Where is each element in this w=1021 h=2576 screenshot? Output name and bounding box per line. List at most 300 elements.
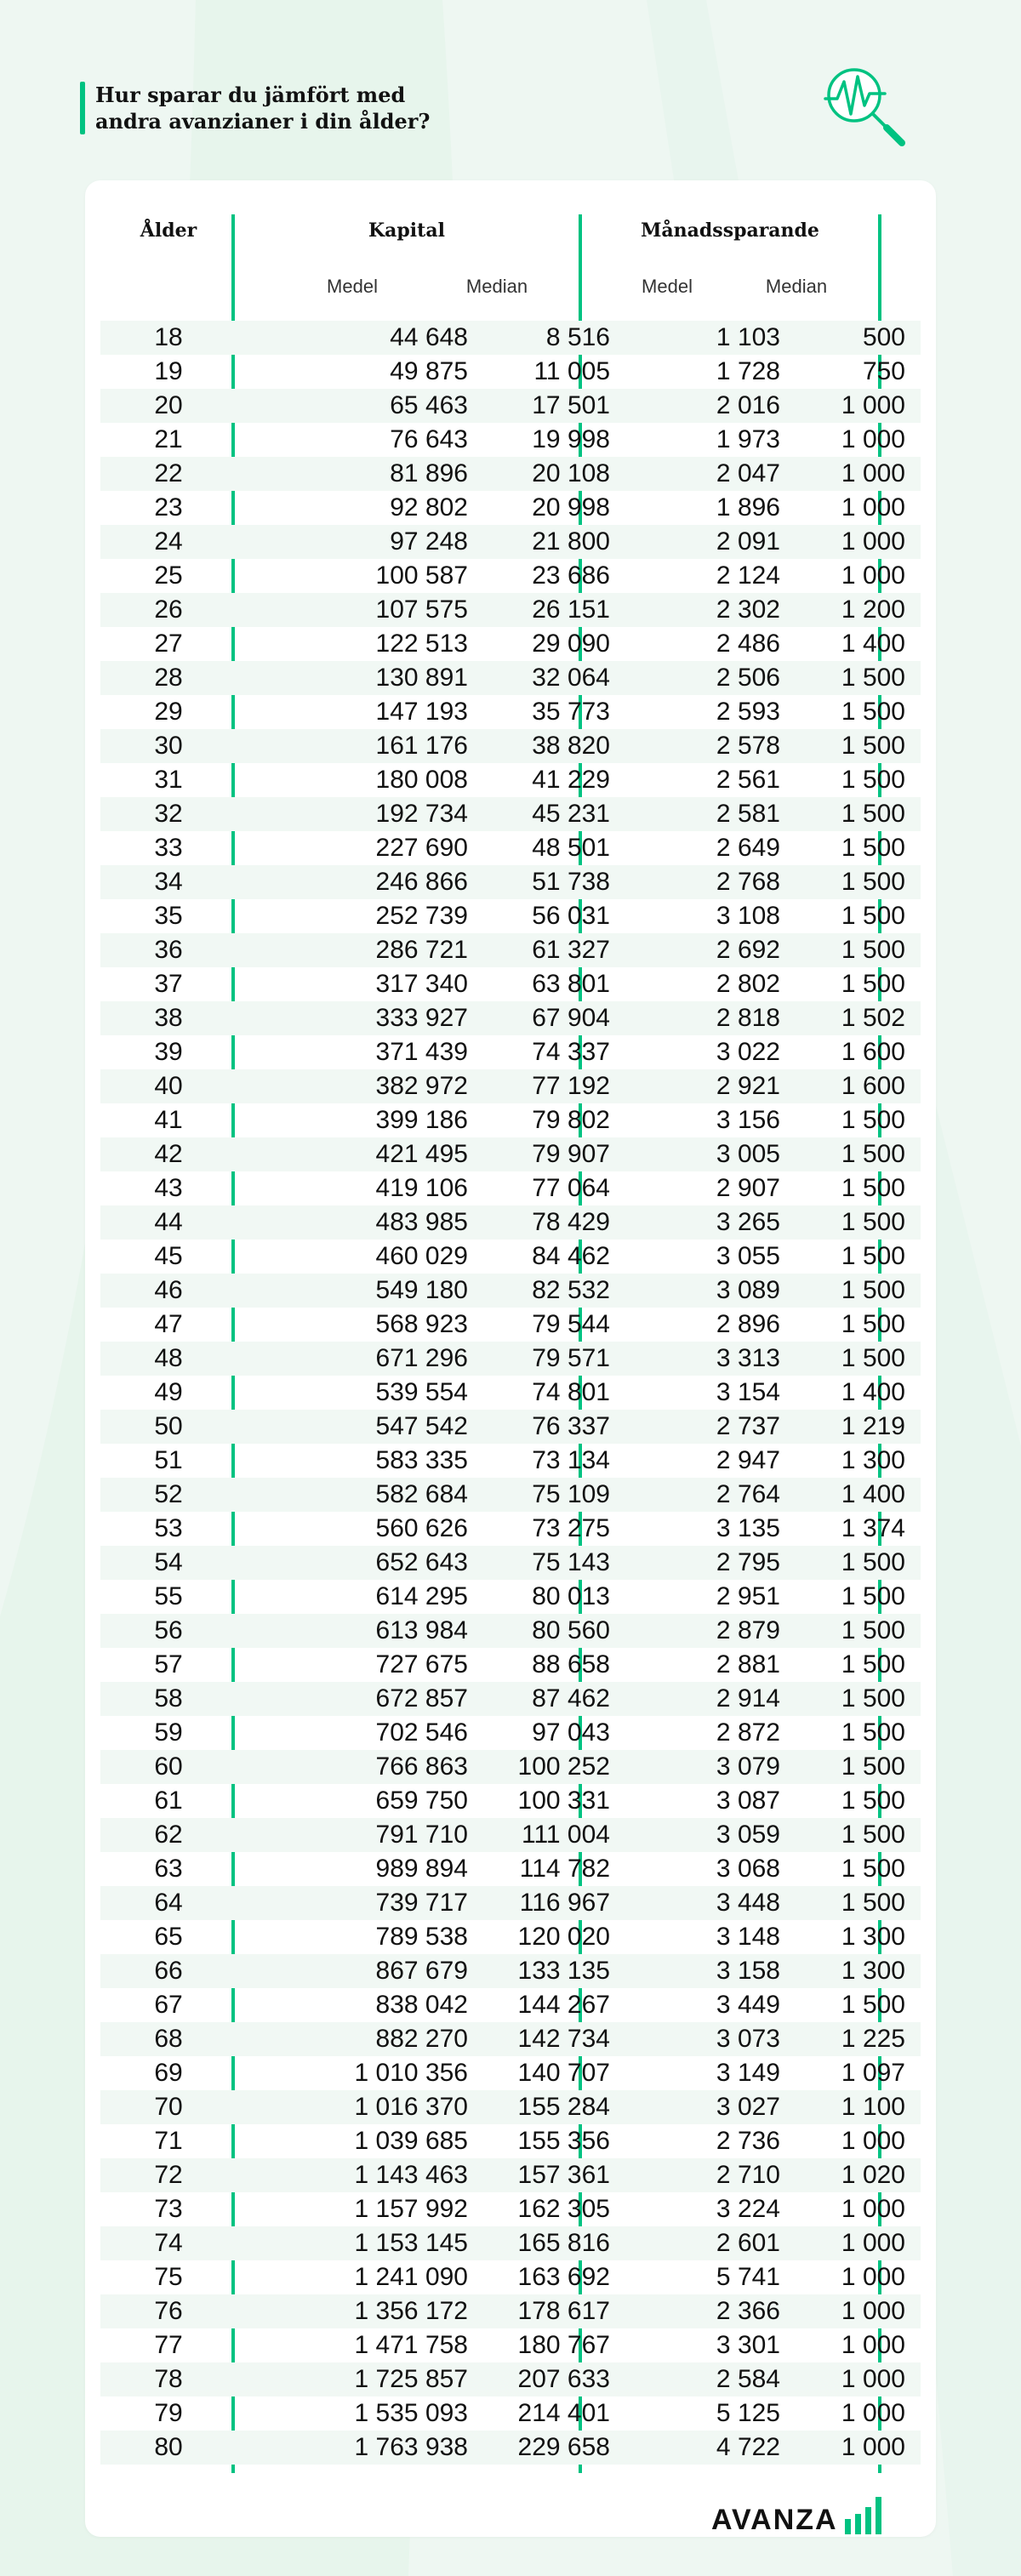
kapital-medel-cell: 333 927 xyxy=(375,1004,468,1032)
kapital-medel-cell: 766 863 xyxy=(375,1752,468,1781)
manad-medel-cell: 2 818 xyxy=(716,1004,780,1032)
manad-medel-cell: 2 802 xyxy=(716,970,780,998)
table-row xyxy=(100,1478,921,1512)
table-row xyxy=(100,899,921,933)
manad-median-cell: 1 500 xyxy=(841,1208,905,1236)
manad-median-cell: 1 500 xyxy=(841,834,905,862)
kapital-median-cell: 157 361 xyxy=(517,2161,610,2189)
kapital-median-cell: 79 802 xyxy=(532,1106,610,1134)
kapital-median-cell: 162 305 xyxy=(517,2195,610,2223)
manad-median-cell: 1 374 xyxy=(841,1514,905,1542)
manad-medel-cell: 2 921 xyxy=(716,1072,780,1100)
table-row xyxy=(100,1512,921,1546)
kapital-median-cell: 51 738 xyxy=(532,868,610,896)
data-rows xyxy=(100,321,921,2465)
age-cell: 29 xyxy=(154,698,183,726)
manad-medel-cell: 3 059 xyxy=(716,1821,780,1849)
manad-medel-cell: 3 313 xyxy=(716,1344,780,1372)
table-row xyxy=(100,1342,921,1376)
table-row xyxy=(100,389,921,423)
kapital-medel-cell: 76 643 xyxy=(390,425,468,453)
manad-medel-cell: 2 881 xyxy=(716,1650,780,1678)
manad-medel-cell: 2 768 xyxy=(716,868,780,896)
kapital-median-cell: 79 571 xyxy=(532,1344,610,1372)
title-line-2: andra avanzianer i din ålder? xyxy=(95,109,431,134)
kapital-median-cell: 61 327 xyxy=(532,936,610,964)
manad-medel-cell: 2 581 xyxy=(716,800,780,828)
manad-medel-cell: 3 079 xyxy=(716,1752,780,1781)
kapital-median-cell: 75 143 xyxy=(532,1548,610,1576)
manad-medel-cell: 2 016 xyxy=(716,391,780,419)
page-header xyxy=(82,82,538,134)
manad-medel-cell: 2 947 xyxy=(716,1446,780,1474)
kapital-median-cell: 155 356 xyxy=(517,2127,610,2155)
kapital-median-cell: 48 501 xyxy=(532,834,610,862)
manad-median-cell: 1 500 xyxy=(841,1787,905,1815)
manad-median-cell: 1 500 xyxy=(841,936,905,964)
kapital-median-cell: 77 192 xyxy=(532,1072,610,1100)
manad-medel-cell: 3 224 xyxy=(716,2195,780,2223)
age-cell: 64 xyxy=(154,1889,183,1917)
kapital-median-cell: 45 231 xyxy=(532,800,610,828)
manad-median-cell: 1 500 xyxy=(841,732,905,760)
header-manadssparande: Månadssparande xyxy=(641,219,819,242)
table-row xyxy=(100,1444,921,1478)
age-cell: 57 xyxy=(154,1650,183,1678)
manad-medel-cell: 3 005 xyxy=(716,1140,780,1168)
manad-medel-cell: 2 649 xyxy=(716,834,780,862)
kapital-median-cell: 140 707 xyxy=(517,2059,610,2087)
table-row xyxy=(100,1988,921,2022)
savings-table-card xyxy=(85,180,936,2537)
manad-median-cell: 1 000 xyxy=(841,425,905,453)
header-kapital-median: Median xyxy=(465,276,528,297)
table-row xyxy=(100,491,921,525)
kapital-medel-cell: 672 857 xyxy=(375,1684,468,1713)
manad-median-cell: 1 500 xyxy=(841,1174,905,1202)
kapital-median-cell: 79 907 xyxy=(532,1140,610,1168)
kapital-median-cell: 88 658 xyxy=(532,1650,610,1678)
chart-magnifier-icon xyxy=(808,51,927,170)
kapital-median-cell: 84 462 xyxy=(532,1242,610,1270)
manad-medel-cell: 3 089 xyxy=(716,1276,780,1304)
kapital-medel-cell: 1 725 857 xyxy=(354,2365,468,2393)
kapital-medel-cell: 317 340 xyxy=(375,970,468,998)
manad-median-cell: 1 502 xyxy=(841,1004,905,1032)
manad-medel-cell: 2 896 xyxy=(716,1310,780,1338)
kapital-median-cell: 178 617 xyxy=(517,2297,610,2325)
table-row xyxy=(100,2226,921,2260)
kapital-median-cell: 63 801 xyxy=(532,970,610,998)
manad-medel-cell: 2 601 xyxy=(716,2229,780,2257)
manad-median-cell: 1 400 xyxy=(841,1378,905,1406)
manad-median-cell: 1 500 xyxy=(841,1140,905,1168)
table-row xyxy=(100,2260,921,2294)
kapital-medel-cell: 227 690 xyxy=(375,834,468,862)
kapital-median-cell: 100 331 xyxy=(517,1787,610,1815)
manad-medel-cell: 2 506 xyxy=(716,664,780,692)
age-cell: 19 xyxy=(154,357,183,385)
manad-median-cell: 1 500 xyxy=(841,1310,905,1338)
kapital-median-cell: 87 462 xyxy=(532,1684,610,1713)
kapital-median-cell: 142 734 xyxy=(517,2025,610,2053)
age-cell: 58 xyxy=(154,1684,183,1713)
manad-median-cell: 1 000 xyxy=(841,2399,905,2427)
kapital-medel-cell: 65 463 xyxy=(390,391,468,419)
manad-median-cell: 1 500 xyxy=(841,970,905,998)
age-cell: 73 xyxy=(154,2195,183,2223)
kapital-medel-cell: 107 575 xyxy=(375,596,468,624)
kapital-medel-cell: 659 750 xyxy=(375,1787,468,1815)
table-row xyxy=(100,1171,921,1205)
kapital-medel-cell: 867 679 xyxy=(375,1957,468,1985)
kapital-median-cell: 19 998 xyxy=(532,425,610,453)
manad-medel-cell: 2 486 xyxy=(716,630,780,658)
manad-medel-cell: 2 593 xyxy=(716,698,780,726)
kapital-median-cell: 20 108 xyxy=(532,459,610,487)
age-cell: 26 xyxy=(154,596,183,624)
age-cell: 54 xyxy=(154,1548,183,1576)
age-cell: 60 xyxy=(154,1752,183,1781)
table-row xyxy=(100,1546,921,1580)
manad-median-cell: 1 000 xyxy=(841,2229,905,2257)
kapital-median-cell: 77 064 xyxy=(532,1174,610,1202)
table-row xyxy=(100,1580,921,1614)
kapital-median-cell: 114 782 xyxy=(519,1855,610,1883)
kapital-medel-cell: 989 894 xyxy=(375,1855,468,1883)
kapital-medel-cell: 371 439 xyxy=(375,1038,468,1066)
manad-medel-cell: 3 055 xyxy=(716,1242,780,1270)
kapital-medel-cell: 539 554 xyxy=(375,1378,468,1406)
kapital-medel-cell: 421 495 xyxy=(375,1140,468,1168)
manad-median-cell: 1 100 xyxy=(841,2093,905,2121)
kapital-median-cell: 120 020 xyxy=(517,1923,610,1951)
manad-medel-cell: 3 135 xyxy=(716,1514,780,1542)
kapital-median-cell: 155 284 xyxy=(517,2093,610,2121)
manad-median-cell: 1 500 xyxy=(841,1106,905,1134)
age-cell: 55 xyxy=(154,1582,183,1610)
table-row xyxy=(100,865,921,899)
age-cell: 76 xyxy=(154,2297,183,2325)
manad-median-cell: 1 500 xyxy=(841,1242,905,1270)
age-cell: 80 xyxy=(154,2433,183,2461)
manad-medel-cell: 3 149 xyxy=(716,2059,780,2087)
manad-median-cell: 1 097 xyxy=(841,2059,905,2087)
title-accent-bar xyxy=(80,82,85,134)
kapital-median-cell: 76 337 xyxy=(532,1412,610,1440)
manad-medel-cell: 2 124 xyxy=(716,561,780,590)
table-row xyxy=(100,1103,921,1137)
manad-median-cell: 1 500 xyxy=(841,664,905,692)
age-cell: 48 xyxy=(154,1344,183,1372)
table-row xyxy=(100,1069,921,1103)
age-cell: 67 xyxy=(154,1991,183,2019)
age-cell: 37 xyxy=(154,970,183,998)
age-cell: 69 xyxy=(154,2059,183,2087)
manad-median-cell: 1 020 xyxy=(841,2161,905,2189)
manad-median-cell: 1 500 xyxy=(841,868,905,896)
table-row xyxy=(100,2158,921,2192)
table-row xyxy=(100,933,921,967)
kapital-median-cell: 229 658 xyxy=(517,2433,610,2461)
age-cell: 77 xyxy=(154,2331,183,2359)
table-row xyxy=(100,457,921,491)
kapital-medel-cell: 791 710 xyxy=(375,1821,468,1849)
kapital-median-cell: 100 252 xyxy=(517,1752,610,1781)
kapital-medel-cell: 92 802 xyxy=(390,493,468,521)
manad-median-cell: 1 300 xyxy=(841,1957,905,1985)
kapital-medel-cell: 161 176 xyxy=(375,732,468,760)
table-row xyxy=(100,2192,921,2226)
manad-medel-cell: 2 737 xyxy=(716,1412,780,1440)
manad-medel-cell: 1 728 xyxy=(716,357,780,385)
kapital-medel-cell: 192 734 xyxy=(375,800,468,828)
table-row xyxy=(100,1954,921,1988)
kapital-medel-cell: 547 542 xyxy=(375,1412,468,1440)
age-cell: 63 xyxy=(154,1855,183,1883)
table-row xyxy=(100,321,921,355)
kapital-medel-cell: 252 739 xyxy=(375,902,468,930)
header-kapital-medel: Medel xyxy=(327,276,378,297)
kapital-medel-cell: 1 039 685 xyxy=(354,2127,468,2155)
title-line-1: Hur sparar du jämfört med xyxy=(95,83,406,107)
age-cell: 22 xyxy=(154,459,183,487)
manad-medel-cell: 3 027 xyxy=(716,2093,780,2121)
age-cell: 56 xyxy=(154,1616,183,1644)
manad-medel-cell: 2 951 xyxy=(716,1582,780,1610)
kapital-median-cell: 78 429 xyxy=(532,1208,610,1236)
kapital-medel-cell: 789 538 xyxy=(375,1923,468,1951)
age-cell: 65 xyxy=(154,1923,183,1951)
avanza-logo xyxy=(711,2497,887,2534)
age-cell: 23 xyxy=(154,493,183,521)
kapital-medel-cell: 147 193 xyxy=(375,698,468,726)
manad-medel-cell: 2 692 xyxy=(716,936,780,964)
manad-median-cell: 1 400 xyxy=(841,1480,905,1508)
manad-medel-cell: 2 879 xyxy=(716,1616,780,1644)
age-cell: 49 xyxy=(154,1378,183,1406)
kapital-median-cell: 38 820 xyxy=(532,732,610,760)
table-row xyxy=(100,2294,921,2328)
table-row xyxy=(100,2396,921,2431)
table-row xyxy=(100,2362,921,2396)
kapital-median-cell: 75 109 xyxy=(532,1480,610,1508)
manad-median-cell: 500 xyxy=(862,323,905,351)
kapital-median-cell: 133 135 xyxy=(517,1957,610,1985)
kapital-median-cell: 165 816 xyxy=(517,2229,610,2257)
manad-median-cell: 1 400 xyxy=(841,630,905,658)
manad-medel-cell: 2 561 xyxy=(716,766,780,794)
kapital-median-cell: 11 005 xyxy=(533,357,610,385)
table-row xyxy=(100,1818,921,1852)
manad-median-cell: 1 500 xyxy=(841,1718,905,1747)
age-cell: 38 xyxy=(154,1004,183,1032)
manad-medel-cell: 1 973 xyxy=(716,425,780,453)
age-cell: 78 xyxy=(154,2365,183,2393)
table-row xyxy=(100,661,921,695)
kapital-median-cell: 80 013 xyxy=(532,1582,610,1610)
manad-median-cell: 1 000 xyxy=(841,2195,905,2223)
kapital-median-cell: 73 275 xyxy=(532,1514,610,1542)
table-row xyxy=(100,1137,921,1171)
kapital-median-cell: 80 560 xyxy=(532,1616,610,1644)
kapital-medel-cell: 702 546 xyxy=(375,1718,468,1747)
manad-median-cell: 1 000 xyxy=(841,2263,905,2291)
age-cell: 42 xyxy=(154,1140,183,1168)
table-row xyxy=(100,1886,921,1920)
manad-medel-cell: 5 125 xyxy=(716,2399,780,2427)
bar-chart-logo-icon xyxy=(843,2497,887,2534)
table-row xyxy=(100,423,921,457)
kapital-medel-cell: 49 875 xyxy=(390,357,468,385)
age-cell: 30 xyxy=(154,732,183,760)
table-row xyxy=(100,967,921,1001)
age-cell: 27 xyxy=(154,630,183,658)
age-cell: 33 xyxy=(154,834,183,862)
page-title xyxy=(95,82,538,134)
age-cell: 70 xyxy=(154,2093,183,2121)
manad-median-cell: 1 500 xyxy=(841,1684,905,1713)
kapital-median-cell: 26 151 xyxy=(532,596,610,624)
manad-medel-cell: 3 449 xyxy=(716,1991,780,2019)
header-manad-median: Median xyxy=(765,276,828,297)
manad-medel-cell: 2 764 xyxy=(716,1480,780,1508)
manad-medel-cell: 2 366 xyxy=(716,2297,780,2325)
manad-medel-cell: 2 872 xyxy=(716,1718,780,1747)
age-cell: 52 xyxy=(154,1480,183,1508)
manad-median-cell: 1 500 xyxy=(841,698,905,726)
kapital-medel-cell: 122 513 xyxy=(375,630,468,658)
table-row xyxy=(100,1308,921,1342)
manad-medel-cell: 3 087 xyxy=(716,1787,780,1815)
manad-medel-cell: 3 448 xyxy=(716,1889,780,1917)
kapital-median-cell: 180 767 xyxy=(517,2331,610,2359)
age-cell: 36 xyxy=(154,936,183,964)
manad-median-cell: 1 300 xyxy=(841,1446,905,1474)
manad-medel-cell: 2 578 xyxy=(716,732,780,760)
kapital-medel-cell: 652 643 xyxy=(375,1548,468,1576)
manad-medel-cell: 1 103 xyxy=(716,323,780,351)
kapital-medel-cell: 882 270 xyxy=(375,2025,468,2053)
table-row xyxy=(100,831,921,865)
table-row xyxy=(100,1750,921,1784)
kapital-medel-cell: 100 587 xyxy=(375,561,468,590)
kapital-medel-cell: 838 042 xyxy=(375,1991,468,2019)
manad-median-cell: 1 500 xyxy=(841,1821,905,1849)
kapital-medel-cell: 613 984 xyxy=(375,1616,468,1644)
manad-median-cell: 1 000 xyxy=(841,561,905,590)
age-cell: 71 xyxy=(154,2127,183,2155)
age-cell: 68 xyxy=(154,2025,183,2053)
kapital-medel-cell: 1 143 463 xyxy=(354,2161,468,2189)
kapital-medel-cell: 1 356 172 xyxy=(354,2297,468,2325)
age-cell: 53 xyxy=(154,1514,183,1542)
manad-median-cell: 1 500 xyxy=(841,1344,905,1372)
kapital-median-cell: 82 532 xyxy=(532,1276,610,1304)
manad-medel-cell: 3 265 xyxy=(716,1208,780,1236)
manad-median-cell: 1 000 xyxy=(841,459,905,487)
age-cell: 79 xyxy=(154,2399,183,2427)
age-cell: 66 xyxy=(154,1957,183,1985)
kapital-medel-cell: 1 010 356 xyxy=(354,2059,468,2087)
manad-medel-cell: 3 158 xyxy=(716,1957,780,1985)
table-row xyxy=(100,1648,921,1682)
age-cell: 28 xyxy=(154,664,183,692)
manad-median-cell: 1 500 xyxy=(841,1276,905,1304)
header-age: Ålder xyxy=(140,219,197,242)
age-cell: 50 xyxy=(154,1412,183,1440)
table-row xyxy=(100,1784,921,1818)
kapital-median-cell: 41 229 xyxy=(532,766,610,794)
kapital-medel-cell: 1 763 938 xyxy=(354,2433,468,2461)
manad-medel-cell: 3 022 xyxy=(716,1038,780,1066)
kapital-median-cell: 111 004 xyxy=(522,1821,610,1849)
manad-median-cell: 1 000 xyxy=(841,2331,905,2359)
kapital-median-cell: 17 501 xyxy=(532,391,610,419)
manad-median-cell: 1 500 xyxy=(841,1889,905,1917)
table-row xyxy=(100,1410,921,1444)
age-cell: 61 xyxy=(154,1787,183,1815)
manad-median-cell: 1 000 xyxy=(841,493,905,521)
kapital-medel-cell: 419 106 xyxy=(375,1174,468,1202)
age-cell: 43 xyxy=(154,1174,183,1202)
age-cell: 24 xyxy=(154,527,183,556)
age-cell: 62 xyxy=(154,1821,183,1849)
manad-medel-cell: 5 741 xyxy=(716,2263,780,2291)
kapital-median-cell: 163 692 xyxy=(517,2263,610,2291)
manad-median-cell: 1 500 xyxy=(841,1548,905,1576)
age-cell: 34 xyxy=(154,868,183,896)
table-row xyxy=(100,797,921,831)
table-row xyxy=(100,525,921,559)
kapital-medel-cell: 583 335 xyxy=(375,1446,468,1474)
table-row xyxy=(100,2022,921,2056)
kapital-medel-cell: 246 866 xyxy=(375,868,468,896)
age-cell: 18 xyxy=(154,323,183,351)
kapital-medel-cell: 1 016 370 xyxy=(354,2093,468,2121)
manad-medel-cell: 2 302 xyxy=(716,596,780,624)
kapital-medel-cell: 1 153 145 xyxy=(354,2229,468,2257)
kapital-medel-cell: 460 029 xyxy=(375,1242,468,1270)
manad-medel-cell: 3 073 xyxy=(716,2025,780,2053)
kapital-median-cell: 74 801 xyxy=(532,1378,610,1406)
age-cell: 40 xyxy=(154,1072,183,1100)
table-row xyxy=(100,1376,921,1410)
kapital-medel-cell: 286 721 xyxy=(375,936,468,964)
age-cell: 41 xyxy=(154,1106,183,1134)
header-kapital: Kapital xyxy=(368,219,445,242)
age-cell: 74 xyxy=(154,2229,183,2257)
manad-median-cell: 1 500 xyxy=(841,1991,905,2019)
kapital-medel-cell: 582 684 xyxy=(375,1480,468,1508)
table-row xyxy=(100,1274,921,1308)
age-cell: 45 xyxy=(154,1242,183,1270)
manad-median-cell: 1 500 xyxy=(841,902,905,930)
manad-median-cell: 1 600 xyxy=(841,1072,905,1100)
table-row xyxy=(100,729,921,763)
table-row xyxy=(100,559,921,593)
age-cell: 21 xyxy=(154,425,183,453)
table-row xyxy=(100,2328,921,2362)
age-cell: 59 xyxy=(154,1718,183,1747)
manad-median-cell: 1 000 xyxy=(841,2433,905,2461)
kapital-median-cell: 29 090 xyxy=(532,630,610,658)
table-row xyxy=(100,627,921,661)
table-row xyxy=(100,593,921,627)
table-row xyxy=(100,355,921,389)
kapital-median-cell: 35 773 xyxy=(532,698,610,726)
table-row xyxy=(100,2431,921,2465)
